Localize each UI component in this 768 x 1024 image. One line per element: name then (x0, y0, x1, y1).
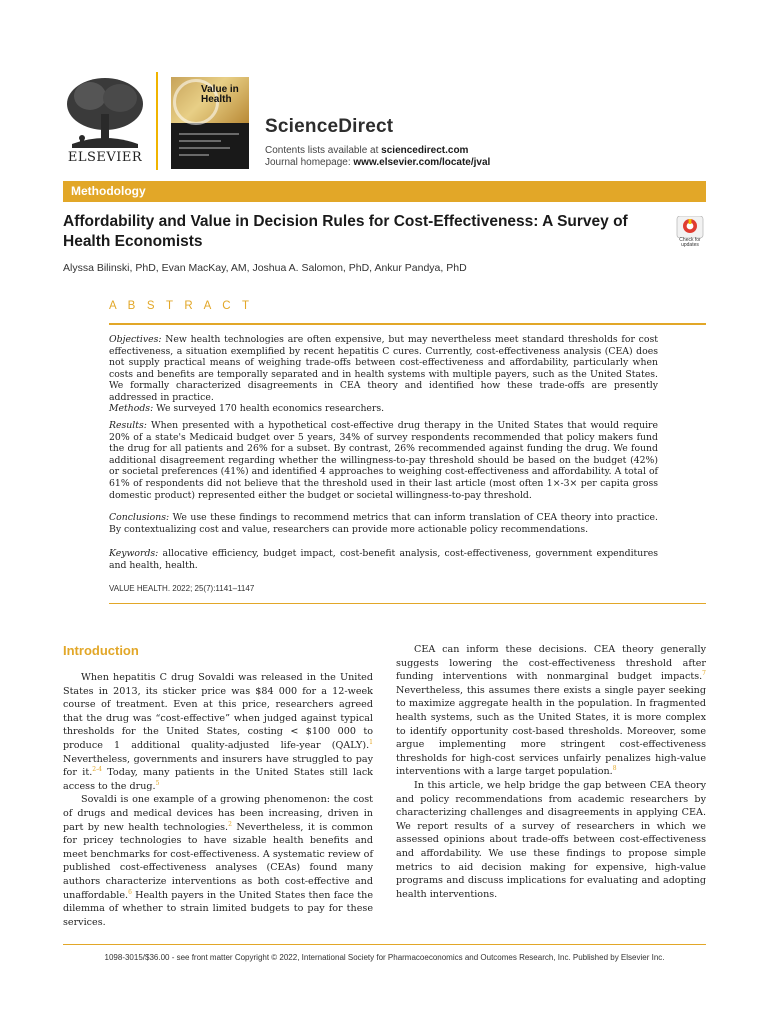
sciencedirect-link[interactable]: sciencedirect.com (381, 145, 469, 156)
sciencedirect-wordmark[interactable]: ScienceDirect (265, 116, 394, 137)
reference-link[interactable]: 7 (702, 670, 706, 677)
reference-link[interactable]: 8 (612, 765, 617, 773)
introduction-heading: Introduction (63, 643, 139, 658)
section-label: Methodology (71, 184, 146, 198)
paragraph: Sovaldi is one example of a growing phenomenon: the cost of drugs and medical devices has been increasing, driven in part by new health technologies.$^2$ Nevertheless, it is common for pricey technologies to have sizable health benefits and meet benchmarks for cost-effectiveness. A systematic review of published cost-effectiveness analyses (CEAs) found many authors characterize interventions as both cost-effective and unaffordable.$^6$ Health payers in the United States then face the dilemma of whether to strain limited budgets to pay for these services. (63, 794, 373, 928)
abstract-conclusions: Conclusions: We use these findings to recommend metrics that can inform translation of CEA theory into practice. By contextualizing cost and value, researchers can provide more actionable policy recommendations. (109, 512, 658, 535)
author-list: Alyssa Bilinski, PhD, Evan MacKay, AM, Joshua A. Salomon, PhD, Ankur Pandya, PhD (63, 262, 467, 274)
reference-link[interactable]: 2-4 (92, 765, 102, 773)
abstract-rule-bottom (109, 603, 706, 604)
elsevier-logo (62, 74, 148, 170)
paragraph: When hepatitis C drug Sovaldi was released in the United States in 2013, its sticker price was $84 000 for a 12-week course of treatment. Even at this price, researchers agreed that the drug was “cost-effective” when judged against typical thresholds for the United States, costing < $100 000 to produce 1 additional quality-adjusted life-year (QALY).$^1$ Nevertheless, governments and insurers have struggled to pay for it.$^{2-4}$ Today, many patients in the United States still lack access to the drug.$^5$ (63, 672, 373, 792)
cover-title: Value in Health (201, 84, 239, 105)
cover-text-lines (179, 133, 239, 161)
abstract-objectives: Objectives: New health technologies are often expensive, but may nevertheless meet standard thresholds for cost effectiveness, a situation exemplified by recent hepatitis C cures. Currently, cost-effectiveness analysis (CEA) does not supply practical means of weighing trade-offs between cost-effectiveness and affordability, particularly when costs and benefits are temporally separated and in health systems with multiple payers, such as the United States. We formally characterized disagreements in CEA theory and identified how these trade-offs are presently addressed in practice. (109, 334, 658, 403)
abstract-rule-top (109, 323, 706, 325)
copyright-footer: 1098-3015/$36.00 - see front matter Copyright © 2022, International Society for Pharmacoeconomics and Outcomes Research, Inc. Published by Elsevier Inc. (104, 953, 665, 962)
reference-link[interactable]: 1 (369, 738, 373, 746)
article-title: Affordability and Value in Decision Rules for Cost-Effectiveness: A Survey of Health Economists (63, 213, 628, 250)
journal-cover[interactable] (171, 77, 249, 169)
homepage-line: Journal homepage: www.elsevier.com/locate/jval (265, 157, 491, 168)
footer-rule (63, 944, 706, 945)
crossmark-label: Check for updates (679, 237, 701, 248)
reference-link[interactable]: 2 (228, 820, 232, 828)
publisher-wordmark: ELSEVIER (67, 150, 143, 165)
paragraph: In this article, we help bridge the gap between CEA theory and policy recommendations from academic researchers by characterizing challenges and disagreements in applying CEA. We report results of a survey of researchers in which we assessed opinions about trade-offs between cost-effectiveness and affordability. We use these findings to propose simple metrics to aid decision making for expensive, high-value programs and discuss implications for evaluating and adopting health interventions. (396, 779, 706, 900)
abstract-results: Results: When presented with a hypothetical cost-effective drug therapy in the United States that would require 20% of a state's Medicaid budget over 5 years, 34% of survey respondents recommended that policy makers fund the drug for all patients and 26% for a subset. By contrast, 26% recommended against funding the drug. We found additional disagreement regarding whether the willingness-to-pay threshold should be based on the budget (42%) or societal preferences (41%) and identified 4 approaches to weighing cost-effectiveness and affordability. A total of 61% of respondents did not believe that the threshold used in their last article (most often 1×-3× per capita gross domestic product) represented either the budget or societal willingness-to-pay threshold. (109, 420, 658, 501)
header-divider (156, 72, 158, 170)
abstract-methods: Methods: We surveyed 170 health economics researchers. (109, 403, 385, 414)
citation-line: VALUE HEALTH. 2022; 25(7):1141–1147 (109, 584, 255, 593)
body-column-right (396, 643, 706, 901)
abstract-heading: A B S T R A C T (109, 300, 254, 312)
paragraph: CEA can inform these decisions. CEA theory generally suggests lowering the cost-effectiveness threshold after funding interventions with nonmarginal budget impacts.$^7$ Nevertheless, this assumes there exists a single payer seeking to maximize aggregate health in the population. In fragmented health systems, such as the United States, it is more complex to identify opportunity cost-based thresholds. Moreover, some argue implementing more stringent cost-effectiveness thresholds for high-cost services unfairly penalizes high-value interventions with a large target population.$^8$ (396, 644, 706, 778)
journal-homepage-link[interactable]: www.elsevier.com/locate/jval (353, 157, 491, 168)
body-column-left (63, 671, 373, 929)
section-bar (63, 181, 706, 202)
check-for-updates-badge[interactable] (674, 216, 706, 248)
crossmark-icon (674, 216, 706, 238)
contents-line: Contents lists available at sciencedirect.com (265, 145, 469, 156)
abstract-keywords: Keywords: allocative efficiency, budget impact, cost-benefit analysis, cost-effectiveness, government expenditures and health, health. (109, 548, 658, 571)
reference-link[interactable]: 6 (128, 888, 132, 896)
reference-link[interactable]: 5 (155, 779, 160, 787)
